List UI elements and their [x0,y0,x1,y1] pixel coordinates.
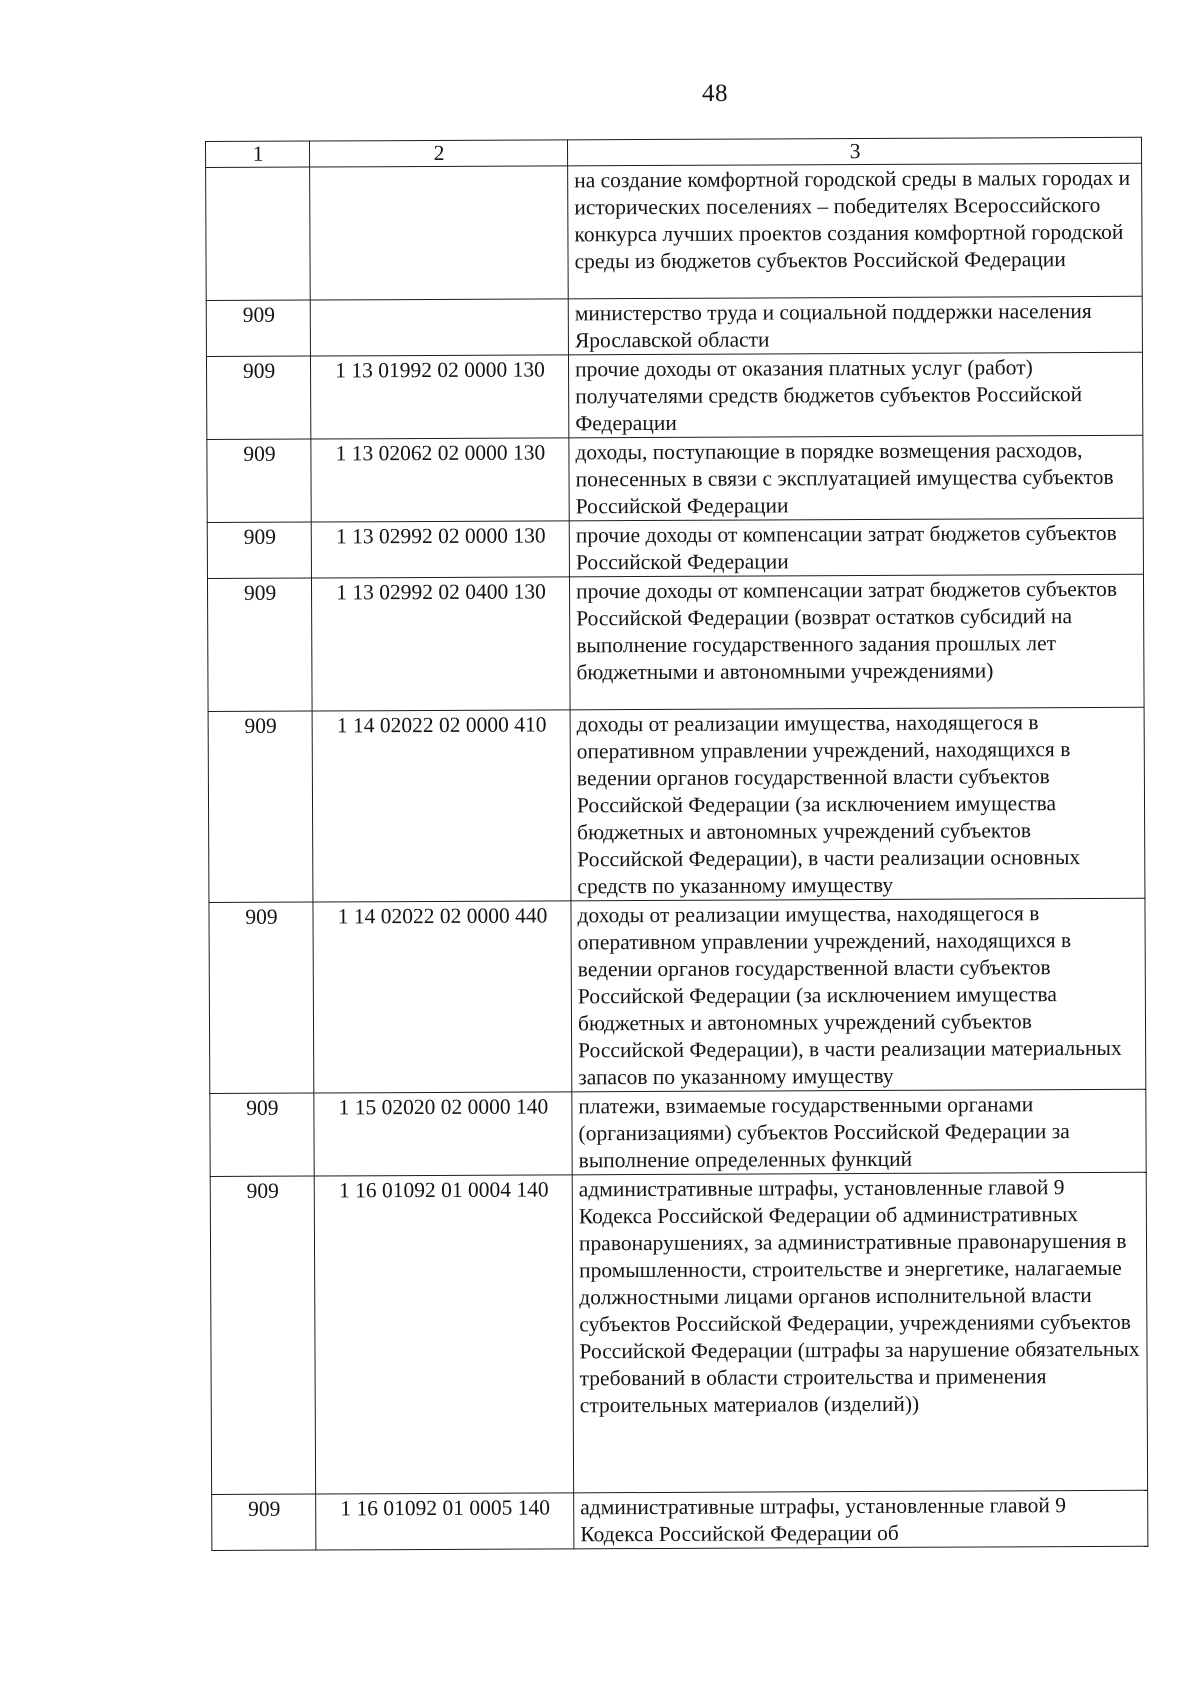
table-row [208,707,1145,902]
table-row [206,296,1142,356]
table-row [207,574,1144,711]
admin-code-cell [206,167,311,300]
revenue-code-cell: 1 16 01092 01 0005 140 [316,1493,574,1550]
admin-code-cell: 909 [206,300,310,356]
admin-code-cell: 909 [207,578,312,711]
table-row [210,1089,1146,1176]
revenue-code-cell: 1 13 02062 02 0000 130 [311,438,569,522]
table-row [206,163,1143,300]
revenue-code-cell: 1 13 01992 02 0000 130 [310,355,568,439]
revenue-code-cell: 1 14 02022 02 0000 440 [313,901,572,1093]
description-cell: прочие доходы от компенсации затрат бюджетов субъектов Российской Федерации (возврат остатков субсидий на выполнение государственного задания прошлых лет бюджетными и автономными учреждениями) [569,574,1144,710]
revenue-code-cell: 1 14 02022 02 0000 410 [312,710,571,902]
description-cell: доходы, поступающие в порядке возмещения расходов, понесенных в связи с эксплуатацией имущества субъектов Российской Федерации [569,435,1143,521]
description-cell: на создание комфортной городской среды в малых городах и исторических поселениях – победителях Всероссийского конкурса лучших проектов создания комфортной городской среды из бюджетов субъектов Российской Федерации [568,163,1143,299]
revenue-code-cell: 1 15 02020 02 0000 140 [314,1092,572,1176]
revenue-codes-table [205,137,1148,1551]
column-header-1: 1 [206,141,310,167]
description-cell: платежи, взимаемые государственными органами (организациями) субъектов Российской Федерации за выполнение определенных функций [572,1089,1146,1175]
table-row [207,435,1143,522]
admin-code-cell: 909 [210,1093,314,1176]
admin-code-cell: 909 [210,1176,315,1494]
revenue-code-cell [310,166,569,300]
admin-code-cell: 909 [208,711,313,902]
revenue-code-cell: 1 16 01092 01 0004 140 [314,1175,573,1494]
description-cell: административные штрафы, установленные главой 9 Кодекса Российской Федерации об административных правонарушениях, за административные правонарушения в промышленности, строительстве и энергетике, налагаемые должностными лицами органов исполнительной власти субъектов Российской Федерации, учреждениями субъектов Российской Федерации (штрафы за нарушение обязательных требований в области строительства и применения строительных материалов (изделий)) [572,1172,1147,1493]
description-cell: прочие доходы от оказания платных услуг (работ) получателями средств бюджетов субъектов Российской Федерации [568,352,1142,438]
description-cell: административные штрафы, установленные главой 9 Кодекса Российской Федерации об [574,1490,1148,1549]
column-header-3: 3 [567,137,1141,166]
revenue-code-cell [310,299,568,356]
page-number: 48 [702,80,728,107]
admin-code-cell: 909 [207,522,311,578]
table-row [207,518,1143,578]
admin-code-cell: 909 [209,902,314,1093]
revenue-code-cell: 1 13 02992 02 0000 130 [311,521,569,578]
description-cell: министерство труда и социальной поддержки населения Ярославской области [568,296,1142,355]
table-row [206,352,1142,439]
revenue-code-cell: 1 13 02992 02 0400 130 [311,577,570,711]
admin-code-cell: 909 [212,1494,316,1550]
description-cell: доходы от реализации имущества, находящегося в оперативном управлении учреждений, находящихся в ведении органов государственной власти субъектов Российской Федерации (за исключением имущества бюджетных и автономных учреждений субъектов Российской Федерации), в части реализации материальных запасов по указанному имуществу [571,898,1146,1092]
description-cell: прочие доходы от компенсации затрат бюджетов субъектов Российской Федерации [569,518,1143,577]
table-row [212,1490,1148,1550]
description-cell: доходы от реализации имущества, находящегося в оперативном управлении учреждений, находящихся в ведении органов государственной власти субъектов Российской Федерации (за исключением имущества бюджетных и автономных учреждений субъектов Российской Федерации), в части реализации основных средств по указанному имуществу [570,707,1145,901]
table-row [209,898,1146,1093]
admin-code-cell: 909 [207,439,311,522]
admin-code-cell: 909 [206,356,310,439]
table-row [210,1172,1147,1494]
column-header-2: 2 [310,140,568,167]
